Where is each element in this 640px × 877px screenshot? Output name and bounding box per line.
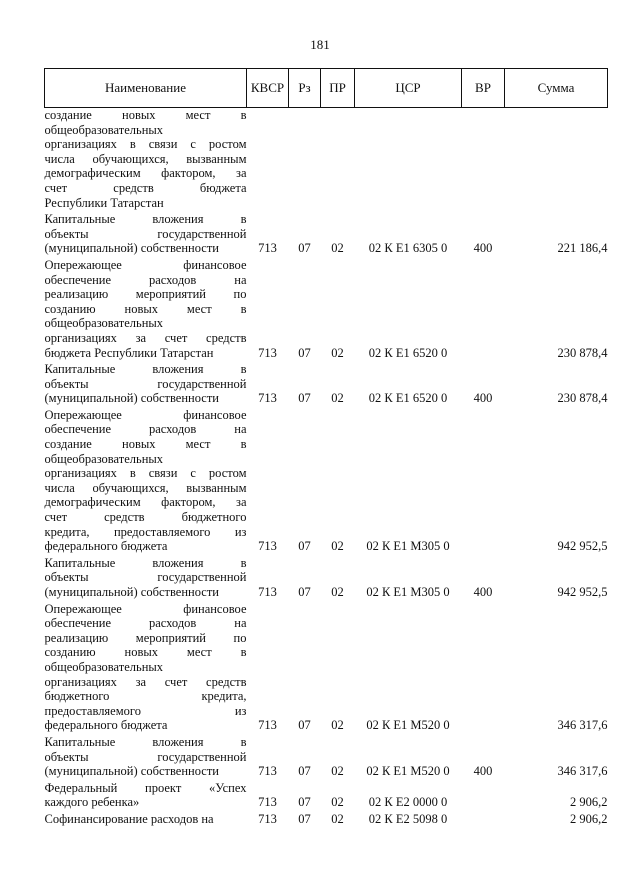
row-kvsr: 713 <box>258 718 277 733</box>
row-kvsr: 713 <box>258 795 277 810</box>
row-name-line: созданию новых мест в <box>44 301 247 316</box>
table-body <box>45 108 608 829</box>
row-kvsr: 713 <box>258 345 277 360</box>
row-name-line: Республики Татарстан <box>44 195 164 210</box>
row-kvsr: 713 <box>258 539 277 554</box>
row-name-line: федерального бюджета <box>44 539 168 554</box>
row-pr: 02 <box>331 795 344 810</box>
row-kvsr: 713 <box>258 241 277 256</box>
row-name-line: (муниципальной) собственности <box>44 585 219 599</box>
row-name-line: демографическим фактором, за <box>44 495 247 510</box>
row-pr: 02 <box>331 539 344 554</box>
row-pr: 02 <box>331 764 344 779</box>
row-name-line: создание новых мест в <box>44 437 247 452</box>
row-name-line: объекты государственной <box>44 376 247 391</box>
row-name-line: Капитальные вложения в <box>44 362 247 377</box>
row-vr <box>462 602 505 735</box>
row-sum: 346 317,6 <box>557 718 608 733</box>
row-name-line: организациях в связи с ростом <box>44 137 247 152</box>
table-row <box>45 556 608 602</box>
row-pr: 02 <box>331 811 344 826</box>
table-row <box>45 408 608 556</box>
row-pr: 02 <box>331 718 344 733</box>
row-sum: 221 186,4 <box>557 241 608 256</box>
row-vr: 400 <box>473 391 493 406</box>
table-row <box>45 781 608 812</box>
table-row <box>45 212 608 258</box>
row-name-line: счет средств бюджета <box>44 180 247 195</box>
header-name: Наименование <box>45 69 247 108</box>
table-header-row <box>45 69 608 108</box>
row-name-line: демографическим фактором, за <box>44 166 247 181</box>
row-name-line: общеобразовательных <box>44 122 164 137</box>
header-pr: ПР <box>321 69 355 108</box>
header-kvsr: КВСР <box>247 69 289 108</box>
row-vr: 400 <box>473 585 493 599</box>
row-sum: 230 878,4 <box>557 345 608 360</box>
row-name-line: Софинансирование расходов на <box>44 811 214 826</box>
row-name-line: Опережающее финансовое <box>44 601 247 616</box>
table-row <box>45 735 608 781</box>
row-rz <box>289 108 321 213</box>
row-kvsr <box>247 108 289 213</box>
row-name-line: Опережающее финансовое <box>44 257 247 272</box>
row-name <box>45 108 247 213</box>
row-name <box>45 781 247 812</box>
row-name-line: Капитальные вложения в <box>44 212 247 227</box>
budget-table <box>44 68 608 829</box>
row-kvsr: 713 <box>258 585 277 599</box>
row-name-line: организациях в связи с ростом <box>44 466 247 481</box>
row-kvsr: 713 <box>258 811 277 826</box>
table-row <box>45 812 608 829</box>
row-name-line: Капитальные вложения в <box>44 734 247 749</box>
row-name-line: числа обучающихся, вызванным <box>44 151 247 166</box>
row-name-line: общеобразовательных <box>44 451 164 466</box>
row-name <box>45 212 247 258</box>
row-rz: 07 <box>298 585 311 599</box>
row-kvsr: 713 <box>258 764 277 779</box>
row-name-line: обеспечение расходов на <box>44 422 247 437</box>
row-csr: 02 К Е1 М520 0 <box>366 764 450 779</box>
row-csr: 02 К Е1 М520 0 <box>366 718 450 733</box>
page-number: 181 <box>310 37 330 52</box>
row-pr: 02 <box>331 345 344 360</box>
row-name <box>45 735 247 781</box>
row-name-line: созданию новых мест в <box>44 645 247 660</box>
row-vr <box>462 812 505 829</box>
row-vr <box>462 781 505 812</box>
row-name-line: кредита, предоставляемого из <box>44 524 247 539</box>
row-sum: 2 906,2 <box>570 811 608 826</box>
row-name-line: организациях за счет средств <box>44 674 247 689</box>
row-name-line: организациях за счет средств <box>44 330 247 345</box>
row-pr: 02 <box>331 391 344 406</box>
row-name-line: реализацию мероприятий по <box>44 287 247 302</box>
row-rz: 07 <box>298 764 311 779</box>
row-rz: 07 <box>298 391 311 406</box>
row-sum <box>505 108 608 213</box>
row-rz: 07 <box>298 241 311 256</box>
row-name-line: объекты государственной <box>44 226 247 241</box>
row-sum: 2 906,2 <box>570 795 608 810</box>
header-rz: Рз <box>289 69 321 108</box>
row-name-line: Федеральный проект «Успех <box>44 780 247 795</box>
row-name-line: бюджета Республики Татарстан <box>44 345 214 360</box>
row-name-line: обеспечение расходов на <box>44 616 247 631</box>
row-sum: 346 317,6 <box>557 764 608 779</box>
row-sum: 942 952,5 <box>557 585 608 599</box>
row-rz: 07 <box>298 345 311 360</box>
row-name-line: создание новых мест в <box>44 108 247 122</box>
row-name <box>45 258 247 362</box>
row-vr <box>462 408 505 556</box>
row-name <box>45 556 247 602</box>
row-csr: 02 К Е1 М305 0 <box>366 585 450 599</box>
row-name <box>45 602 247 735</box>
row-name <box>45 362 247 408</box>
row-name-line: общеобразовательных <box>44 316 164 331</box>
row-sum: 230 878,4 <box>557 391 608 406</box>
row-rz: 07 <box>298 539 311 554</box>
table-row <box>45 108 608 213</box>
header-vr: ВР <box>462 69 505 108</box>
row-name-line: числа обучающихся, вызванным <box>44 480 247 495</box>
table-row <box>45 258 608 362</box>
row-rz: 07 <box>298 795 311 810</box>
row-csr: 02 К Е1 6520 0 <box>368 345 448 360</box>
row-vr <box>462 108 505 213</box>
row-kvsr: 713 <box>258 391 277 406</box>
row-csr: 02 К Е1 6305 0 <box>368 241 448 256</box>
row-name-line: объекты государственной <box>44 749 247 764</box>
row-name-line: (муниципальной) собственности <box>44 391 219 406</box>
row-name-line: Опережающее финансовое <box>44 407 247 422</box>
row-sum: 942 952,5 <box>557 539 608 554</box>
row-name-line: федерального бюджета <box>44 718 168 733</box>
row-name-line: счет средств бюджетного <box>44 510 247 525</box>
row-name-line: Капитальные вложения в <box>44 555 247 570</box>
row-rz: 07 <box>298 811 311 826</box>
row-name <box>45 408 247 556</box>
table-row <box>45 362 608 408</box>
row-csr: 02 К Е1 М305 0 <box>366 539 450 554</box>
row-csr: 02 К Е2 0000 0 <box>368 795 448 810</box>
row-csr: 02 К Е2 5098 0 <box>368 811 448 826</box>
row-name-line: объекты государственной <box>44 570 247 585</box>
row-name-line: (муниципальной) собственности <box>44 241 219 256</box>
row-name-line: предоставляемого из <box>44 703 247 718</box>
row-csr: 02 К Е1 6520 0 <box>368 391 448 406</box>
row-rz: 07 <box>298 718 311 733</box>
row-name-line: общеобразовательных <box>44 659 164 674</box>
row-vr: 400 <box>473 241 493 256</box>
row-name-line: обеспечение расходов на <box>44 272 247 287</box>
row-name-line: бюджетного кредита, <box>44 689 247 704</box>
row-vr: 400 <box>473 764 493 779</box>
row-csr <box>355 108 462 213</box>
row-name-line: реализацию мероприятий по <box>44 630 247 645</box>
row-name-line: (муниципальной) собственности <box>44 764 219 779</box>
header-csr: ЦСР <box>355 69 462 108</box>
row-pr: 02 <box>331 241 344 256</box>
header-sum: Сумма <box>505 69 608 108</box>
row-pr: 02 <box>331 585 344 599</box>
row-name-line: каждого ребенка» <box>44 795 140 810</box>
row-vr <box>462 258 505 362</box>
table-row <box>45 602 608 735</box>
row-name <box>45 812 247 829</box>
row-pr <box>321 108 355 213</box>
